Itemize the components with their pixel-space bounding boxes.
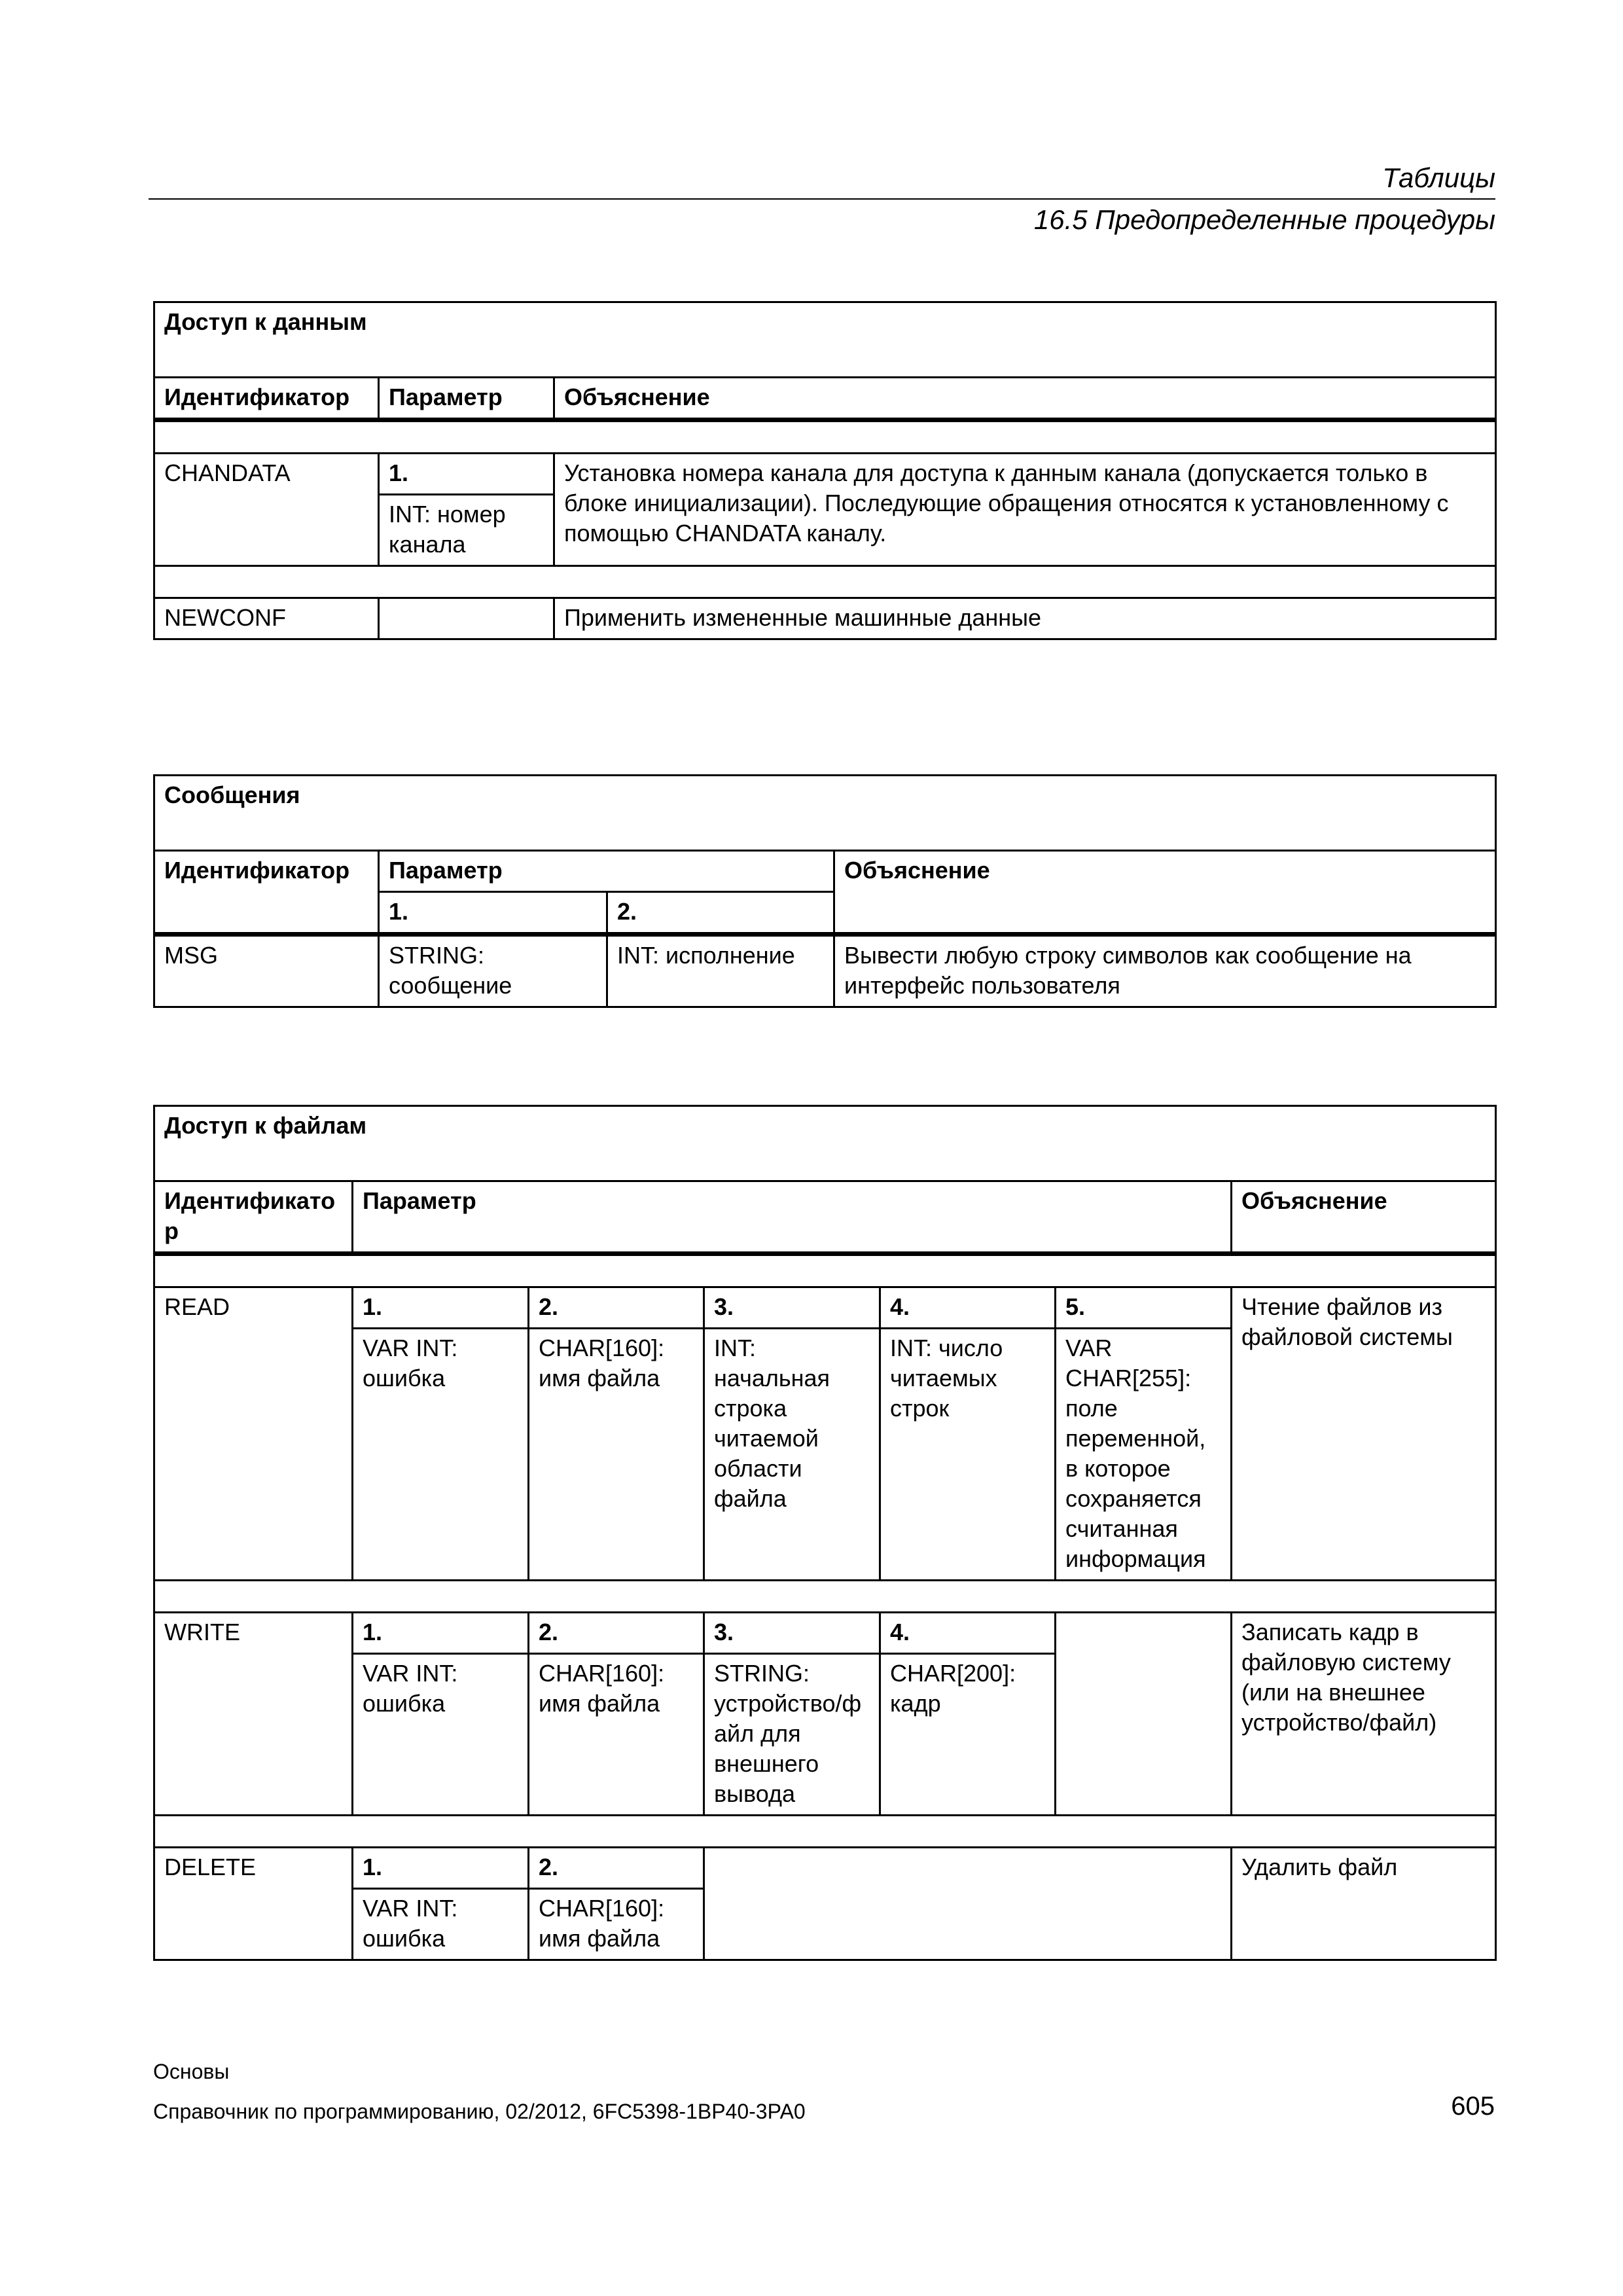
header-rule <box>149 198 1495 200</box>
parameter-number: 1. <box>353 1287 529 1329</box>
parameter-number: 2. <box>529 1287 704 1329</box>
spacer-row <box>154 1581 1496 1613</box>
column-header-parameter: Параметр <box>379 378 554 420</box>
column-header-explanation: Объяснение <box>834 851 1496 935</box>
column-header-parameter: Параметр <box>379 851 834 892</box>
column-header-identifier: Идентификатор <box>154 378 379 420</box>
explanation-cell: Вывести любую строку символов как сообщение на интерфейс пользователя <box>834 935 1496 1007</box>
table-row <box>154 1848 1496 1889</box>
parameter-number: 4. <box>880 1613 1056 1654</box>
parameter-number: 4. <box>880 1287 1056 1329</box>
page-number: 605 <box>1451 2092 1495 2121</box>
parameter-type: CHAR[160]: имя файла <box>529 1654 704 1816</box>
chapter-title: Таблицы <box>1382 162 1495 193</box>
parameter-type: INT: число читаемых строк <box>880 1329 1056 1581</box>
column-header-explanation: Объяснение <box>554 378 1496 420</box>
table-row <box>154 935 1496 1007</box>
parameter-empty <box>379 598 554 639</box>
column-header-identifier: Идентификато р <box>154 1181 353 1254</box>
footer-book-title: Основы <box>153 2060 230 2083</box>
parameter-type: INT: номер канала <box>379 495 554 566</box>
section-title: 16.5 Предопределенные процедуры <box>1033 204 1495 235</box>
spacer-row <box>154 1816 1496 1848</box>
parameter-type: CHAR[200]: кадр <box>880 1654 1056 1816</box>
identifier-cell: WRITE <box>154 1613 353 1816</box>
parameter-number: 1. <box>353 1848 529 1889</box>
table-caption: Доступ к данным <box>154 302 1496 378</box>
data-access-table <box>153 301 1497 640</box>
parameter-type: STRING: сообщение <box>379 935 607 1007</box>
explanation-cell: Записать кадр в файловую систему (или на внешнее устройство/файл) <box>1232 1613 1496 1816</box>
spacer-row <box>154 420 1496 454</box>
parameter-number: 3. <box>704 1287 880 1329</box>
table-row <box>154 1613 1496 1654</box>
parameter-number: 2. <box>607 892 834 935</box>
identifier-cell: NEWCONF <box>154 598 379 639</box>
messages-table <box>153 774 1497 1008</box>
table-caption: Сообщения <box>154 776 1496 851</box>
parameter-type: VAR INT: ошибка <box>353 1889 529 1960</box>
spacer-row <box>154 566 1496 598</box>
parameter-number: 1. <box>353 1613 529 1654</box>
parameter-type: VAR INT: ошибка <box>353 1654 529 1816</box>
table-row <box>154 598 1496 639</box>
parameter-number: 3. <box>704 1613 880 1654</box>
footer-reference: Справочник по программированию, 02/2012, 6FC5398-1BP40-3PA0 <box>153 2100 806 2123</box>
identifier-cell: CHANDATA <box>154 454 379 566</box>
table-row <box>154 454 1496 495</box>
parameter-number: 2. <box>529 1613 704 1654</box>
spacer-row <box>154 1254 1496 1287</box>
parameter-empty <box>1056 1613 1232 1816</box>
parameter-type: INT: начальная строка читаемой области файла <box>704 1329 880 1581</box>
table-caption: Доступ к файлам <box>154 1106 1496 1181</box>
parameter-empty <box>704 1848 1232 1960</box>
parameter-number: 1. <box>379 454 554 495</box>
parameter-type: INT: исполнение <box>607 935 834 1007</box>
column-header-parameter: Параметр <box>353 1181 1232 1254</box>
identifier-cell: READ <box>154 1287 353 1581</box>
parameter-type: VAR INT: ошибка <box>353 1329 529 1581</box>
parameter-type: CHAR[160]: имя файла <box>529 1329 704 1581</box>
explanation-cell: Удалить файл <box>1232 1848 1496 1960</box>
parameter-number: 5. <box>1056 1287 1232 1329</box>
parameter-type: VAR CHAR[255]: поле переменной, в которое сохраняется считанная информация <box>1056 1329 1232 1581</box>
identifier-cell: DELETE <box>154 1848 353 1960</box>
column-header-identifier: Идентификатор <box>154 851 379 935</box>
parameter-number: 1. <box>379 892 607 935</box>
explanation-cell: Чтение файлов из файловой системы <box>1232 1287 1496 1581</box>
file-access-table <box>153 1105 1497 1961</box>
parameter-number: 2. <box>529 1848 704 1889</box>
explanation-cell: Применить измененные машинные данные <box>554 598 1496 639</box>
table-row <box>154 1287 1496 1329</box>
parameter-type: CHAR[160]: имя файла <box>529 1889 704 1960</box>
explanation-cell: Установка номера канала для доступа к данным канала (допускается только в блоке инициализации). Последующие обращения относятся к установленному с помощью CHANDATA каналу. <box>554 454 1496 566</box>
parameter-type: STRING: устройство/ф айл для внешнего вывода <box>704 1654 880 1816</box>
identifier-cell: MSG <box>154 935 379 1007</box>
column-header-explanation: Объяснение <box>1232 1181 1496 1254</box>
